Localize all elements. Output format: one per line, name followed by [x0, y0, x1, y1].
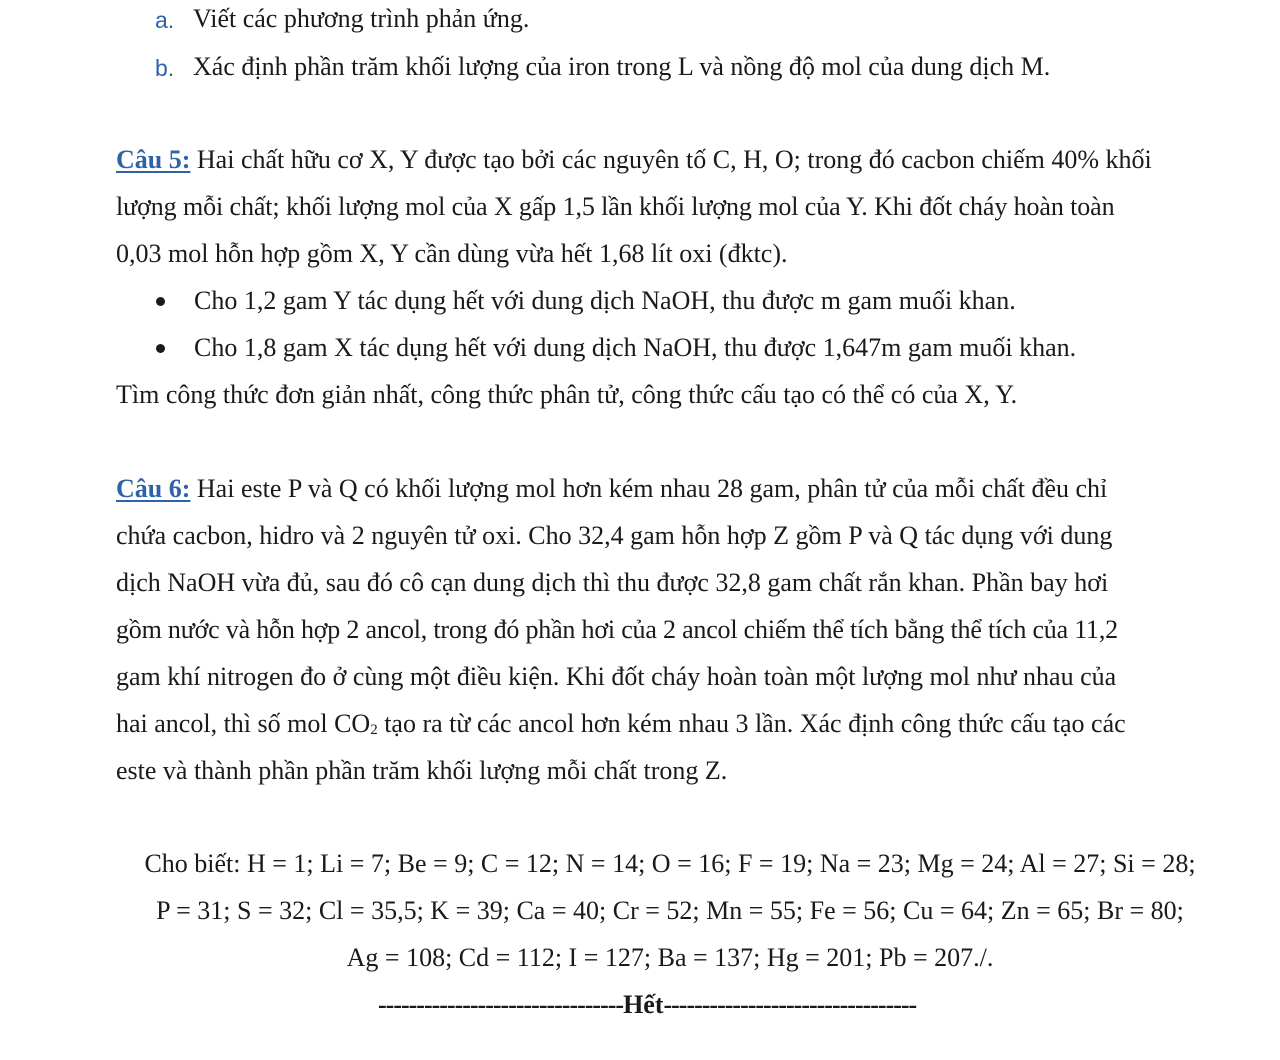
q6-line5: gam khí nitrogen đo ở cùng một điều kiện. Khi đốt cháy hoàn toàn một lượng mol như nhau của	[116, 662, 1117, 691]
part-b-marker: b.	[155, 55, 175, 81]
part-b-text: Xác định phần trăm khối lượng của iron trong L và nồng độ mol của dung dịch M.	[193, 52, 1051, 81]
q5-line1-text: Hai chất hữu cơ X, Y được tạo bởi các nguyên tố C, H, O; trong đó cacbon chiếm 40% khối	[196, 145, 1152, 174]
q6-line2: chứa cacbon, hidro và 2 nguyên tử oxi. Cho 32,4 gam hỗn hợp Z gồm P và Q tác dụng với dung	[116, 521, 1113, 550]
bullet-dot	[156, 297, 165, 306]
q6-line1-text: Hai este P và Q có khối lượng mol hơn kém nhau 28 gam, phân tử của mỗi chất đều chỉ	[196, 474, 1108, 503]
bullet-dot	[156, 344, 165, 353]
end-dashes-right: ---------------------------------	[663, 990, 917, 1019]
q6-line6-pre: hai ancol, thì số mol CO	[116, 709, 371, 738]
q5-bullet2: Cho 1,8 gam X tác dụng hết với dung dịch NaOH, thu được 1,647m gam muối khan.	[194, 333, 1077, 362]
q6-label: Câu 6:	[116, 474, 191, 503]
q5-label: Câu 5:	[116, 145, 191, 174]
atomic-masses-line3: Ag = 108; Cd = 112; I = 127; Ba = 137; Hg = 201; Pb = 207./.	[346, 943, 994, 972]
co2-subscript: 2	[370, 722, 378, 738]
q6-line6	[116, 709, 1126, 745]
end-marker	[378, 990, 916, 1020]
q5-line2: lượng mỗi chất; khối lượng mol của X gấp 1,5 lần khối lượng mol của Y. Khi đốt cháy hoàn toàn	[116, 192, 1115, 221]
q6-line6-post: tạo ra từ các ancol hơn kém nhau 3 lần. Xác định công thức cấu tạo các	[377, 709, 1126, 738]
q6-line3: dịch NaOH vừa đủ, sau đó cô cạn dung dịch thì thu được 32,8 gam chất rắn khan. Phần bay hơi	[116, 568, 1109, 597]
q6-line1	[116, 474, 1107, 504]
q5-line4: Tìm công thức đơn giản nhất, công thức phân tử, công thức cấu tạo có thể có của X, Y.	[116, 380, 1018, 409]
end-dashes-left: --------------------------------	[378, 990, 624, 1019]
atomic-masses-line2: P = 31; S = 32; Cl = 35,5; K = 39; Ca = 40; Cr = 52; Mn = 55; Fe = 56; Cu = 64; Zn = 65; Br = 80;	[156, 896, 1184, 925]
q5-bullet1: Cho 1,2 gam Y tác dụng hết với dung dịch NaOH, thu được m gam muối khan.	[194, 286, 1016, 315]
part-a-text: Viết các phương trình phản ứng.	[193, 4, 530, 33]
q5-line3: 0,03 mol hỗn hợp gồm X, Y cần dùng vừa hết 1,68 lít oxi (đktc).	[116, 239, 788, 268]
q5-line1	[116, 145, 1152, 175]
part-a-marker: a.	[155, 7, 175, 33]
q6-line4: gồm nước và hỗn hợp 2 ancol, trong đó phần hơi của 2 ancol chiếm thể tích bằng thể tích của 11,2	[116, 615, 1118, 644]
atomic-masses-line1: Cho biết: H = 1; Li = 7; Be = 9; C = 12; N = 14; O = 16; F = 19; Na = 23; Mg = 24; Al = 27; Si = 28;	[144, 849, 1196, 878]
end-word: Hết	[623, 990, 664, 1019]
q6-line7: este và thành phần phần trăm khối lượng mỗi chất trong Z.	[116, 756, 728, 785]
